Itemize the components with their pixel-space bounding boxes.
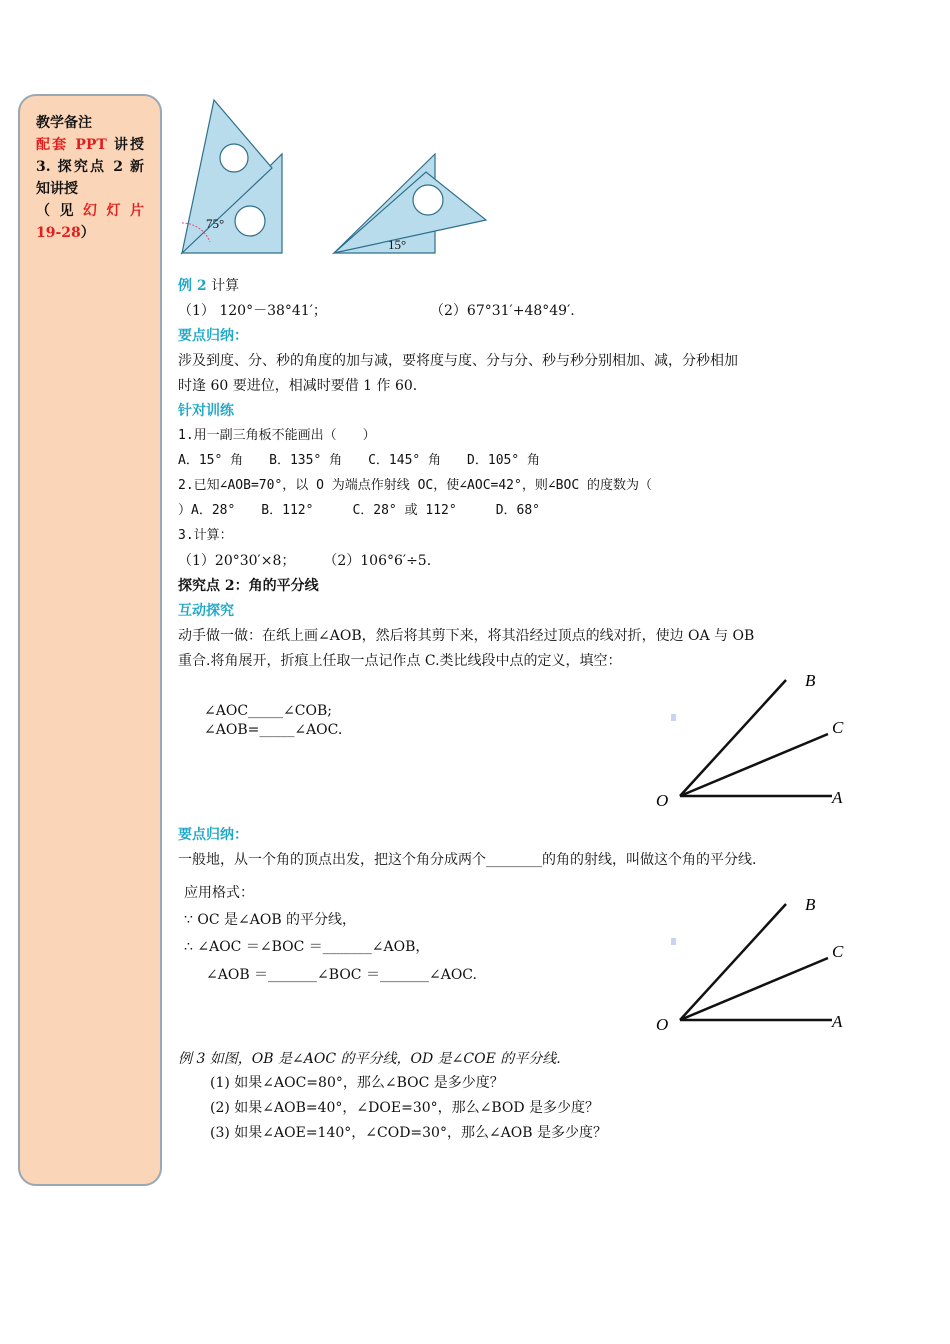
summary2-heading: 要点归纳： bbox=[178, 827, 248, 843]
summary-heading: 要点归纳： bbox=[178, 328, 248, 344]
notes-line-4-open: （ 见 bbox=[36, 203, 76, 219]
example-2-heading bbox=[178, 276, 239, 296]
notes-line-5 bbox=[36, 222, 144, 244]
label-b: B bbox=[805, 671, 816, 690]
explore-heading: 探究点 2：角的平分线 bbox=[178, 578, 319, 594]
practice-q3: 3.计算： bbox=[178, 528, 233, 543]
notes-line-1-rest: 讲授 bbox=[106, 137, 144, 153]
notes-title: 教学备注 bbox=[36, 115, 92, 131]
small-marker bbox=[671, 938, 676, 945]
hole-circle bbox=[220, 144, 248, 172]
notes-line-5-close: ） bbox=[80, 225, 95, 241]
example-3-q3: (3) 如果∠AOE=140°，∠COD=30°，那么∠AOB 是多少度？ bbox=[210, 1125, 608, 1141]
summary-line-2: 时逢 60 要进位，相减时要借 1 作 60. bbox=[178, 378, 418, 394]
label-c: C bbox=[832, 718, 844, 737]
example-2-q1: （1） 120°－38°41′； bbox=[178, 303, 327, 319]
practice-heading: 针对训练 bbox=[178, 403, 234, 419]
therefore-line: ∴ ∠AOC ＝∠BOC ＝_______∠AOB， bbox=[184, 939, 430, 955]
example-2-title: 计算 bbox=[206, 278, 240, 294]
angle-bisector-diagram-1 bbox=[650, 662, 860, 812]
ray-oc bbox=[680, 958, 828, 1020]
angle-label-15: 15° bbox=[388, 237, 407, 252]
practice-q1: 1.用一副三角板不能画出（ ） bbox=[178, 428, 376, 443]
also-line: ∠AOB ＝_______∠BOC ＝_______∠AOC. bbox=[206, 967, 477, 983]
notes-line-1 bbox=[36, 134, 144, 156]
set-square-figure bbox=[178, 96, 498, 260]
hole-circle bbox=[235, 206, 265, 236]
ppt-label: 配套 PPT bbox=[36, 137, 107, 153]
label-o: O bbox=[656, 791, 669, 810]
practice-q3-parts: （1）20°30′×8； （2）106°6′÷5. bbox=[178, 553, 432, 569]
ray-ob bbox=[680, 904, 786, 1020]
fill-blank-2: ∠AOB=_____∠AOC. bbox=[204, 722, 343, 738]
practice-q2-line2: ）A．28° B．112° C．28° 或 112° D．68° bbox=[178, 503, 541, 518]
teaching-notes-panel bbox=[18, 94, 162, 1186]
example-3-q1: (1) 如果∠AOC=80°，那么∠BOC 是多少度？ bbox=[210, 1075, 504, 1091]
bisector-definition: 一般地，从一个角的顶点出发，把这个角分成两个________的角的射线，叫做这个角的平分线. bbox=[178, 852, 757, 868]
explore-sub-heading: 互动探究 bbox=[178, 603, 234, 619]
label-a: A bbox=[832, 788, 843, 807]
summary-line-1: 涉及到度、分、秒的角度的加与减，要将度与度、分与分、秒与秒分别相加、减，分秒相加 bbox=[178, 353, 738, 369]
ray-oc bbox=[680, 734, 828, 796]
angle-bisector-diagram-2 bbox=[650, 886, 860, 1036]
explore-line-1: 动手做一做：在纸上画∠AOB，然后将其剪下来，将其沿经过顶点的线对折，使边 OA 与 OB bbox=[178, 628, 755, 644]
notes-line-2: 3. 探究点 2 新 bbox=[36, 159, 144, 175]
angle-label-75: 75° bbox=[206, 216, 225, 231]
format-label: 应用格式： bbox=[184, 885, 254, 901]
slide-range: 19-28 bbox=[36, 225, 81, 241]
label-o: O bbox=[656, 1015, 669, 1034]
label-a: A bbox=[832, 1012, 843, 1031]
example-3-text: 例 3 如图，OB 是∠AOC 的平分线，OD 是∠COE 的平分线. bbox=[178, 1051, 561, 1067]
example-3-q2: (2) 如果∠AOB=40°，∠DOE=30°，那么∠BOD 是多少度？ bbox=[210, 1100, 600, 1116]
notes-line-4-red: 幻 灯 片 bbox=[75, 203, 144, 219]
hole-circle bbox=[413, 185, 443, 215]
practice-q2-line1: 2.已知∠AOB=70°，以 O 为端点作射线 OC，使∠AOC=42°，则∠BOC 的度数为（ bbox=[178, 478, 652, 493]
because-line: ∵ OC 是∠AOB 的平分线， bbox=[184, 912, 357, 928]
explore-line-2: 重合.将角展开，折痕上任取一点记作点 C.类比线段中点的定义，填空： bbox=[178, 653, 622, 669]
label-c: C bbox=[832, 942, 844, 961]
fill-blank-1: ∠AOC_____∠COB; bbox=[204, 703, 332, 719]
notes-line-4 bbox=[36, 200, 144, 222]
example-2-label: 例 2 bbox=[178, 278, 207, 294]
label-b: B bbox=[805, 895, 816, 914]
practice-q1-options: A．15° 角 B．135° 角 C．145° 角 D．105° 角 bbox=[178, 453, 541, 468]
small-marker bbox=[671, 714, 676, 721]
notes-line-3: 知讲授 bbox=[36, 181, 78, 197]
ray-ob bbox=[680, 680, 786, 796]
example-2-q2: （2）67°31′+48°49′. bbox=[430, 303, 575, 319]
